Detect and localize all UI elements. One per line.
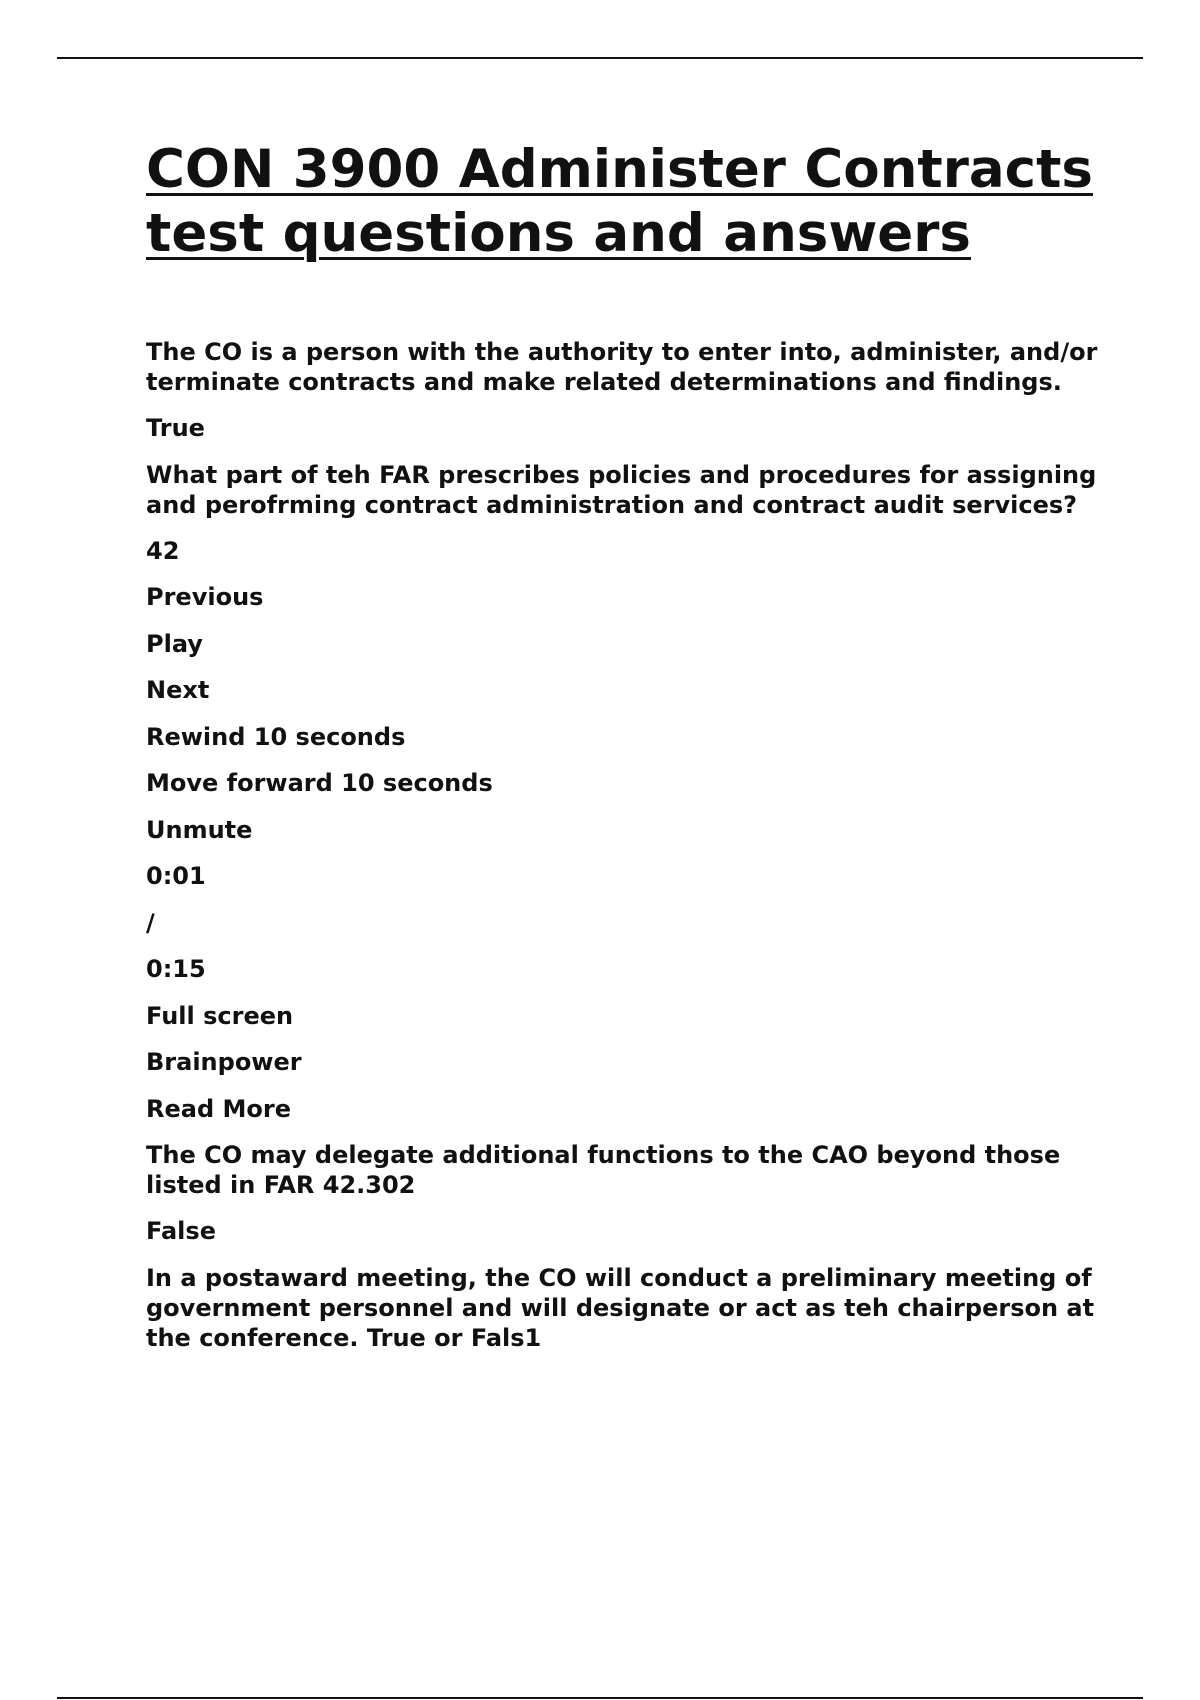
duration: 0:15 bbox=[146, 955, 206, 983]
unmute-button[interactable]: Unmute bbox=[146, 815, 253, 844]
forward-button[interactable]: Move forward 10 seconds bbox=[146, 769, 493, 797]
bottom-rule bbox=[57, 1697, 1143, 1699]
top-rule bbox=[57, 57, 1143, 59]
question-text: In a postaward meeting, the CO will conduct a preliminary meeting of government personnel and will designate or act as teh chairperson at the conference. True or Fals1 bbox=[146, 1263, 1095, 1352]
qa-list bbox=[146, 337, 1106, 1353]
document-title: CON 3900 Administer Contracts test questions and answers bbox=[146, 139, 1093, 264]
answer-text: 42 bbox=[146, 536, 180, 565]
question-text: What part of teh FAR prescribes policies and procedures for assigning and perofrming contract administration and contract audit services? bbox=[146, 460, 1097, 519]
document-body bbox=[146, 138, 1106, 1369]
read-more-link[interactable]: Read More bbox=[146, 1094, 291, 1123]
play-button[interactable]: Play bbox=[146, 629, 203, 658]
time-separator: / bbox=[146, 908, 155, 937]
fullscreen-button[interactable]: Full screen bbox=[146, 1001, 294, 1030]
question-text: The CO is a person with the authority to enter into, administer, and/or terminate contracts and make related determinations and findings. bbox=[146, 338, 1098, 396]
previous-button[interactable]: Previous bbox=[146, 583, 264, 611]
rewind-button[interactable]: Rewind 10 seconds bbox=[146, 722, 406, 751]
question-text: The CO may delegate additional functions to the CAO beyond those listed in FAR 42.302 bbox=[146, 1141, 1061, 1199]
answer-text: False bbox=[146, 1217, 216, 1245]
answer-text: True bbox=[146, 414, 205, 442]
current-time: 0:01 bbox=[146, 862, 206, 890]
brainpower-link[interactable]: Brainpower bbox=[146, 1048, 302, 1076]
next-button[interactable]: Next bbox=[146, 676, 210, 704]
